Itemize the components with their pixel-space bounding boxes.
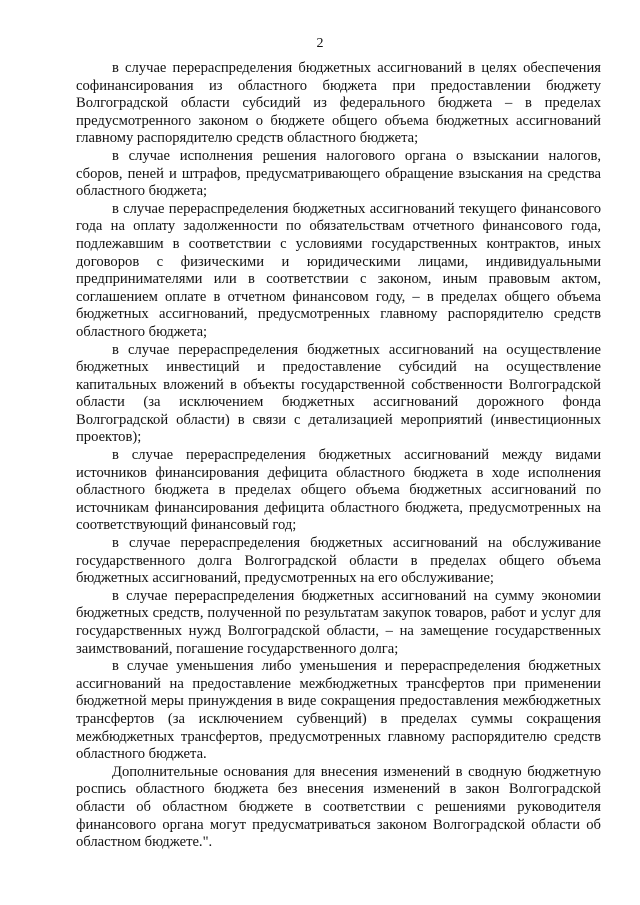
paragraph-deficit-sources: в случае перераспределения бюджетных ассигнований между видами источников финансирования дефицита областного бюджета в ходе исполнения областного бюджета в пределах общего объема бюджетных ассигнований по источникам финансирования дефицита областного бюджета, предусмотренных на соответствующий финансовый год;	[76, 447, 601, 534]
paragraph-prior-year-debt: в случае перераспределения бюджетных ассигнований текущего финансового года на оплату задолженности по обязательствам отчетного финансового года, подлежавшим в соответствии с условиями государственных контрактов, иных договоров с физическими и юридическими лицами, индивидуальными предпринимателями или в соответствии с законом, иным правовым актом, соглашением оплате в отчетном финансовом году, – в пределах общего объема бюджетных ассигнований, предусмотренных главному распорядителю средств областного бюджета;	[76, 200, 601, 340]
page-number: 2	[316, 36, 324, 51]
document-body	[76, 60, 601, 852]
paragraph-debt-servicing: в случае перераспределения бюджетных ассигнований на обслуживание государственного долга Волгоградской области в пределах общего объема бюджетных ассигнований, предусмотренных на его обслуживание;	[76, 535, 601, 587]
paragraph-cofinancing: в случае перераспределения бюджетных ассигнований в целях обеспечения софинансирования из областного бюджета при предоставлении бюджету Волгоградской области субсидий из федерального бюджета – в пределах предусмотренного законом о бюджете общего объема бюджетных ассигнований главному распорядителю средств областного бюджета;	[76, 60, 601, 147]
paragraph-procurement-savings: в случае перераспределения бюджетных ассигнований на сумму экономии бюджетных средств, полученной по результатам закупок товаров, работ и услуг для государственных нужд Волгоградской области, – на замещение государственных заимствований, погашение государственного долга;	[76, 587, 601, 657]
paragraph-capital-investments: в случае перераспределения бюджетных ассигнований на осуществление бюджетных инвестиций и предоставление субсидий на осуществление капитальных вложений в объекты государственной собственности Волгоградской области (за исключением бюджетных ассигнований дорожного фонда Волгоградской области) в связи с детализацией мероприятий (инвестиционных проектов);	[76, 341, 601, 446]
paragraph-tax-decision: в случае исполнения решения налогового органа о взыскании налогов, сборов, пеней и штрафов, предусматривающего обращение взыскания на средства областного бюджета;	[76, 147, 601, 200]
paragraph-interbudget-transfers: в случае уменьшения либо уменьшения и перераспределения бюджетных ассигнований на предоставление межбюджетных трансфертов при применении бюджетной меры принуждения в виде сокращения предоставления межбюджетных трансфертов (за исключением субвенций) в пределах суммы сокращения межбюджетных трансфертов, предусмотренных главному распорядителю средств областного бюджета.	[76, 658, 601, 763]
paragraph-additional-grounds: Дополнительные основания для внесения изменений в сводную бюджетную роспись областного бюджета без внесения изменений в закон Волгоградской области об областном бюджете в соответствии с решениями руководителя финансового органа могут предусматриваться законом Волгоградской области об областном бюджете.".	[76, 763, 601, 851]
